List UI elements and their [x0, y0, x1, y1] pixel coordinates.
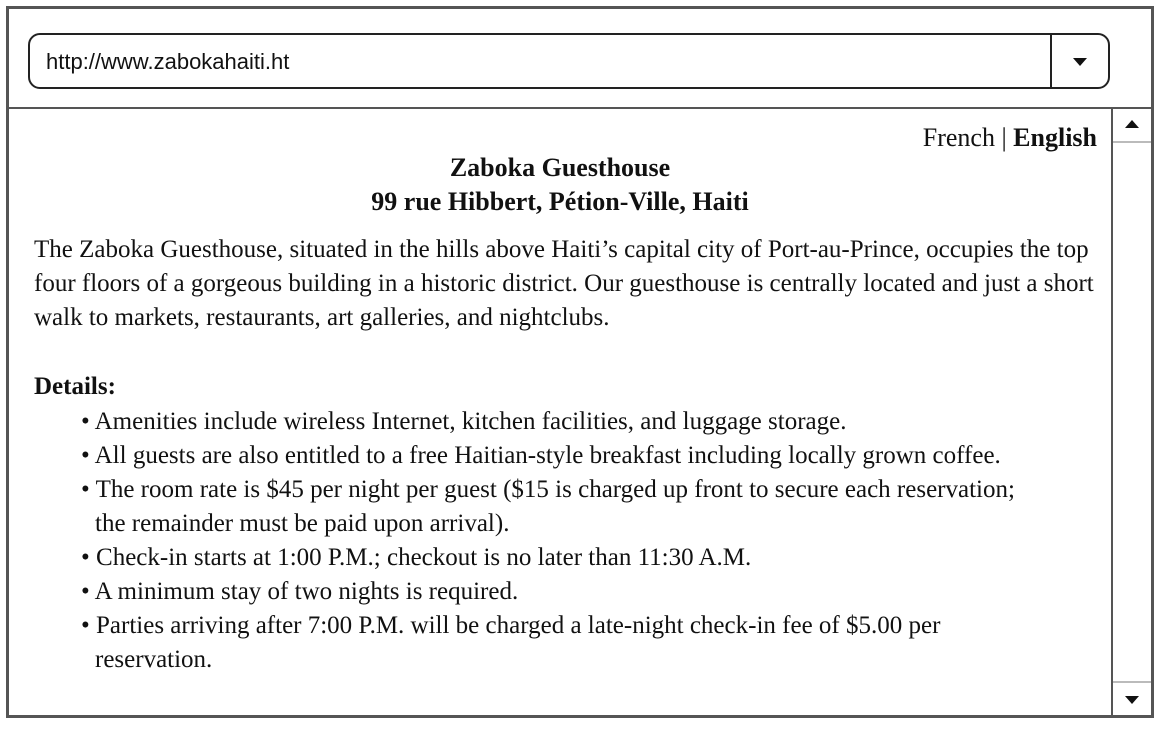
- vertical-scrollbar[interactable]: [1111, 109, 1151, 715]
- browser-toolbar: [9, 9, 1151, 109]
- list-item: • Amenities include wireless Internet, kitchen facilities, and luggage storage.: [81, 405, 1041, 439]
- language-switcher: [923, 123, 1097, 153]
- list-item: • Check-in starts at 1:00 P.M.; checkout is no later than 11:30 A.M.: [81, 541, 1041, 575]
- list-item: • Parties arriving after 7:00 P.M. will be charged a late-night check-in fee of $5.00 per reservation.: [81, 609, 1041, 677]
- page-address: 99 rue Hibbert, Pétion-Ville, Haiti: [371, 187, 749, 216]
- address-bar[interactable]: [28, 33, 1110, 89]
- address-dropdown-button[interactable]: [1050, 35, 1108, 87]
- url-text[interactable]: http://www.zabokahaiti.ht: [46, 49, 290, 74]
- chevron-down-icon: [1125, 696, 1139, 704]
- details-list: [81, 405, 1041, 677]
- details-heading: Details:: [34, 373, 116, 400]
- list-item: • A minimum stay of two nights is required.: [81, 575, 1041, 609]
- language-link-french[interactable]: French: [922, 123, 995, 152]
- browser-window: [6, 6, 1154, 718]
- list-item: • The room rate is $45 per night per guest ($15 is charged up front to secure each reservation; the remainder must be paid upon arrival).: [81, 473, 1041, 541]
- scroll-down-button[interactable]: [1113, 681, 1151, 715]
- language-link-english[interactable]: English: [1013, 123, 1097, 152]
- list-item: • All guests are also entitled to a free Haitian-style breakfast including locally grown coffee.: [81, 439, 1041, 473]
- scroll-up-button[interactable]: [1113, 109, 1151, 143]
- language-separator: |: [1001, 123, 1007, 152]
- page-content: [9, 109, 1111, 715]
- chevron-up-icon: [1125, 120, 1139, 128]
- intro-paragraph: The Zaboka Guesthouse, situated in the hills above Haiti’s capital city of Port-au-Prince, occupies the top four floors of a gorgeous building in a historic district. Our guesthouse is centrally located and just a short walk to markets, restaurants, art galleries, and nightclubs.: [34, 236, 1094, 331]
- page-title: Zaboka Guesthouse: [449, 153, 671, 182]
- chevron-down-icon: [1073, 58, 1087, 66]
